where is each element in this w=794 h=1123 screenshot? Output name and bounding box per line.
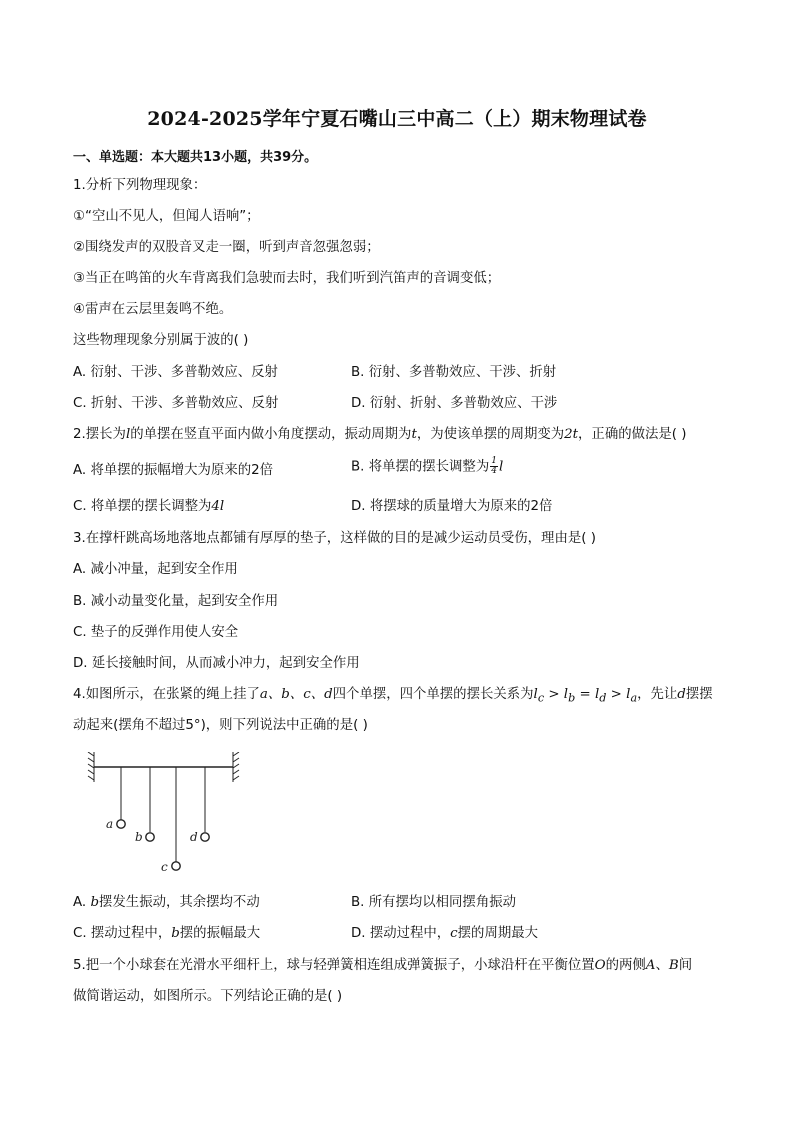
q5-stem	[73, 956, 692, 976]
label-a: a	[106, 817, 114, 831]
q1-question: 这些物理现象分别属于波的( )	[73, 333, 249, 348]
label-b: b	[135, 830, 143, 844]
pendulum-figure	[84, 752, 244, 878]
q1-item-2: ②围绕发声的双股音叉走一圈，听到声音忽强忽弱；	[73, 240, 380, 255]
q4-option-c-var: b	[171, 926, 180, 941]
q4-stem-part3: ，先让	[637, 687, 678, 702]
q1-option-a: A. 衍射、干涉、多普勒效应、反射	[73, 365, 278, 380]
q2-option-a: A. 将单摆的振幅增大为原来的2倍	[73, 463, 274, 478]
q2-option-c-text: C. 将单摆的摆长调整为	[73, 499, 212, 514]
q1-option-d: D. 衍射、折射、多普勒效应、干涉	[351, 396, 558, 411]
q2-option-d: D. 将摆球的质量增大为原来的2倍	[351, 499, 553, 514]
q2-var-2t: 2t	[564, 427, 579, 442]
q3-option-c: C. 垫子的反弹作用使人安全	[73, 625, 239, 640]
q4-option-c	[73, 924, 260, 944]
q2-option-c	[73, 497, 224, 517]
q4-option-a-text: 摆发生振动，其余摆均不动	[99, 895, 260, 910]
q4-stem-part2: 四个单摆，四个单摆的摆长关系为	[332, 687, 534, 702]
q4-option-d-var: c	[450, 926, 458, 941]
label-c: c	[161, 860, 168, 874]
label-d: d	[190, 830, 198, 844]
q5-stem-part2: 的两侧	[605, 958, 646, 973]
q4-option-d	[351, 924, 538, 944]
q4-vars: a、b、c、d	[259, 687, 333, 702]
q4-stem-part4: 摆摆	[685, 687, 713, 702]
q3-option-b: B. 减小动量变化量，起到安全作用	[73, 594, 279, 609]
q4-option-c-text: 摆的振幅最大	[179, 926, 261, 941]
fraction-denominator: 4	[491, 466, 497, 476]
q4-stem-line2: 动起来(摆角不超过5°)，则下列说法中正确的是( )	[73, 718, 368, 733]
q4-option-a-prefix: A.	[73, 895, 91, 910]
q4-stem-part1: 4.如图所示，在张紧的绳上挂了	[73, 687, 260, 702]
q5-stem-part1: 5.把一个小球套在光滑水平细杆上，球与轻弹簧相连组成弹簧振子，小球沿杆在平衡位置	[73, 958, 595, 973]
sub-a: a	[630, 691, 638, 705]
q1-option-c: C. 折射、干涉、多普勒效应、反射	[73, 396, 279, 411]
q5-var-a: A	[645, 958, 656, 973]
q1-item-1: ①“空山不见人，但闻人语响”；	[73, 209, 260, 224]
q1-option-b: B. 衍射、多普勒效应、干涉、折射	[351, 365, 557, 380]
q2-stem	[73, 425, 687, 445]
q5-stem-line2: 做简谐运动，如图所示。下列结论正确的是( )	[73, 989, 343, 1004]
bob-c	[172, 862, 180, 870]
q4-var-d: d	[677, 687, 686, 702]
q2-var-t: t	[411, 427, 417, 442]
q4-relation: $l_c > l_b = l_d > l_a$	[533, 687, 638, 705]
section-heading: 一、单选题：本大题共13小题，共39分。	[73, 150, 318, 165]
sub-b: b	[568, 691, 576, 705]
right-wall	[233, 752, 239, 782]
q3-stem: 3.在撑杆跳高场地落地点都铺有厚厚的垫子，这样做的目的是减少运动员受伤，理由是( )	[73, 531, 596, 546]
q2-stem-part4: ，正确的做法是( )	[578, 427, 687, 442]
q5-sep: 、	[655, 958, 669, 973]
q4-option-a	[73, 893, 260, 913]
sub-d: d	[599, 691, 607, 705]
q2-stem-part1: 2.摆长为	[73, 427, 126, 442]
q2-option-b-var: l	[498, 459, 504, 475]
bob-a	[117, 820, 125, 828]
q1-item-4: ④雷声在云层里轰鸣不绝。	[73, 302, 233, 317]
q2-option-b	[351, 457, 503, 478]
q4-option-b: B. 所有摆均以相同摆角振动	[351, 895, 516, 910]
q2-stem-part2: 的单摆在竖直平面内做小角度摆动，振动周期为	[130, 427, 412, 442]
q4-option-c-prefix: C. 摆动过程中，	[73, 926, 172, 941]
q3-option-d: D. 延长接触时间，从而减小冲力，起到安全作用	[73, 656, 360, 671]
q5-var-b: B	[668, 958, 679, 973]
q5-var-o: O	[594, 958, 606, 973]
q2-var-l: l	[125, 427, 131, 442]
fraction-numerator: 1	[491, 456, 497, 466]
q2-option-b-text: B. 将单摆的摆长调整为	[351, 459, 490, 475]
q5-stem-part3: 间	[678, 958, 693, 973]
sub-c: c	[537, 691, 545, 705]
q2-option-c-var: 4l	[211, 499, 225, 514]
bob-b	[146, 833, 154, 841]
page-title: 2024-2025学年宁夏石嘴山三中高二（上）期末物理试卷	[147, 108, 647, 130]
bob-d	[201, 833, 209, 841]
q2-option-b-fraction	[490, 457, 498, 476]
q4-stem	[73, 685, 713, 709]
left-wall	[88, 752, 94, 782]
q3-option-a: A. 减小冲量，起到安全作用	[73, 562, 238, 577]
q1-item-3: ③当正在鸣笛的火车背离我们急驶而去时，我们听到汽笛声的音调变低；	[73, 271, 501, 286]
q4-option-d-text: 摆的周期最大	[457, 926, 539, 941]
q1-stem: 1.分析下列物理现象：	[73, 178, 207, 193]
q2-stem-part3: ，为使该单摆的周期变为	[416, 427, 565, 442]
q4-option-a-var: b	[90, 895, 100, 910]
q4-option-d-prefix: D. 摆动过程中，	[351, 926, 451, 941]
